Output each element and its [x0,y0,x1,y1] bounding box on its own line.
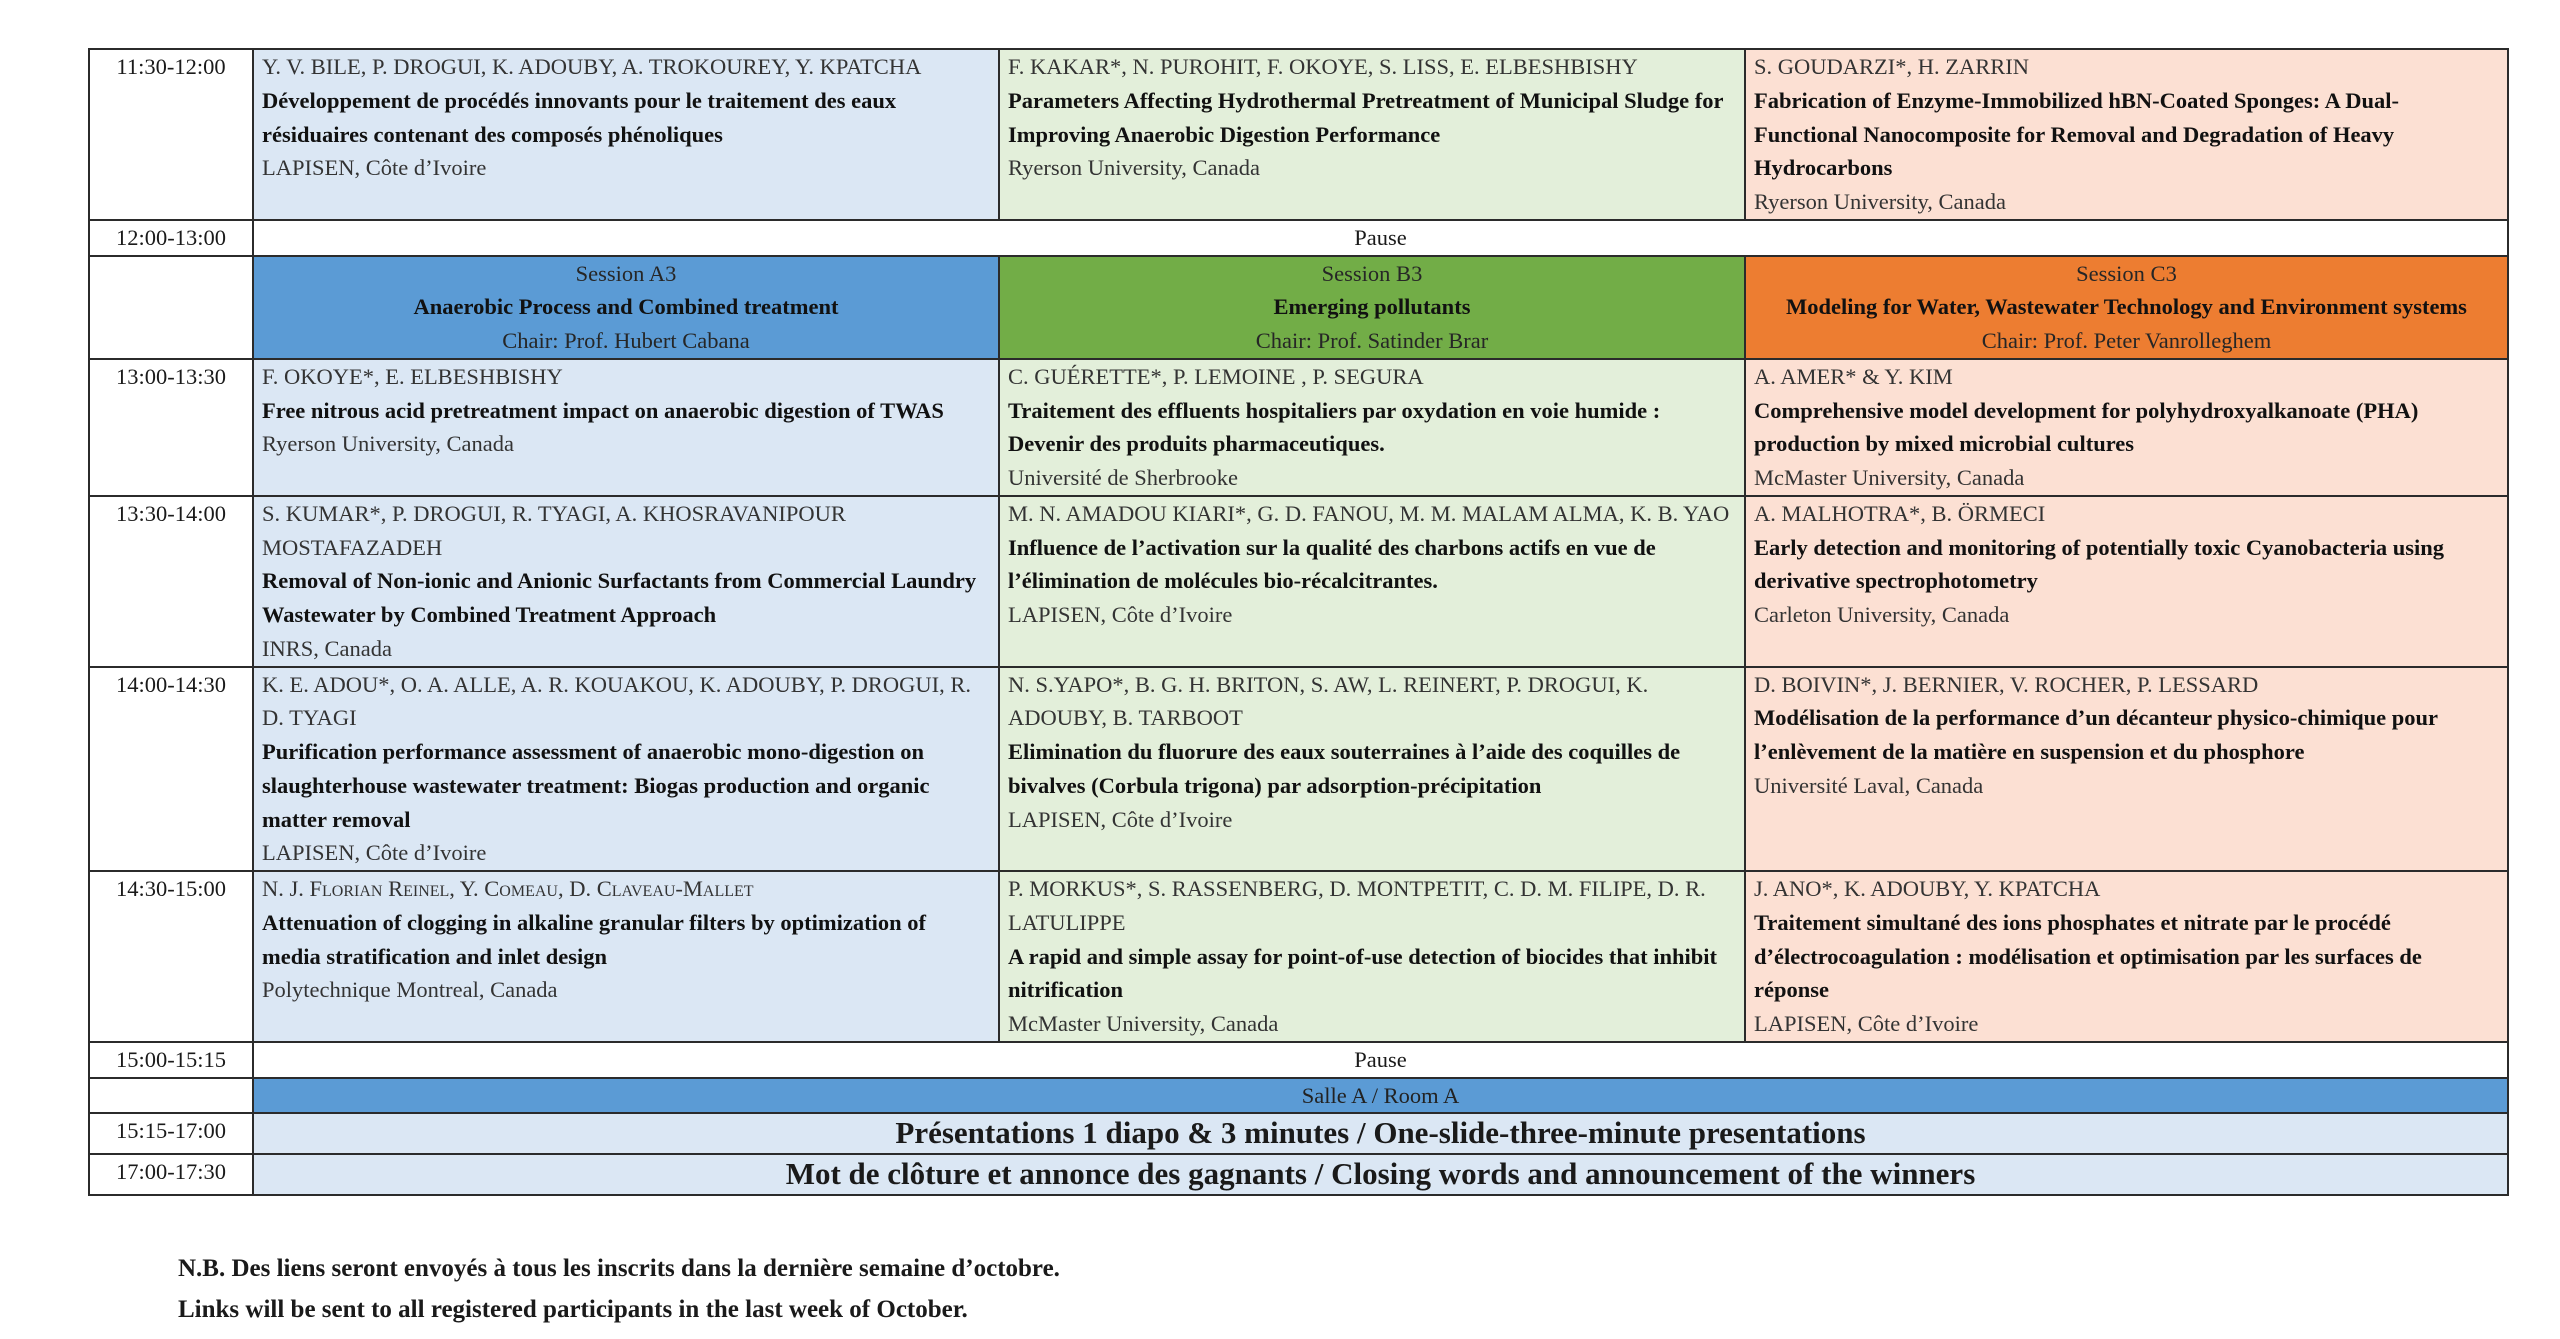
note-english: Links will be sent to all registered participants in the last week of October. [178,1296,968,1323]
time-slot: 14:30-15:00 [89,871,253,1042]
room-label: Salle A / Room A [253,1078,2508,1114]
paper-title: Removal of Non-ionic and Anionic Surfactants from Commercial Laundry Wastewater by Combined Treatment Approach [262,568,977,627]
affiliation: LAPISEN, Côte d’Ivoire [1008,602,1233,627]
affiliation: Carleton University, Canada [1754,602,2010,627]
affiliation: LAPISEN, Côte d’Ivoire [1754,1011,1979,1036]
presentation-cell-c [1745,667,2508,872]
time-slot: 14:00-14:30 [89,667,253,872]
affiliation: Ryerson University, Canada [1008,155,1260,181]
event-banner: Mot de clôture et annonce des gagnants / Closing words and announcement of the winners [253,1154,2508,1195]
authors: C. GUÉRETTE*, P. LEMOINE , P. SEGURA [1008,363,1424,389]
paper-title: Modélisation de la performance d’un décanteur physico-chimique pour l’enlèvement de la matière en suspension et du phosphore [1754,705,2438,764]
authors: F. KAKAR*, N. PUROHIT, F. OKOYE, S. LISS, E. ELBESHBISHY [1008,54,1638,79]
time-slot: 12:00-13:00 [89,220,253,256]
session-name: Anaerobic Process and Combined treatment [413,294,839,320]
paper-title: A rapid and simple assay for point-of-use detection of biocides that inhibit nitrification [1008,943,1718,1003]
table-row [89,667,2508,872]
table-row [89,1113,2508,1154]
authors: S. KUMAR*, P. DROGUI, R. TYAGI, A. KHOSRAVANIPOUR MOSTAFAZADEH [262,500,846,560]
paper-title: Comprehensive model development for polyhydroxyalkanoate (PHA) production by mixed microbial cultures [1754,397,2419,457]
presentation-cell-a [253,49,999,220]
session-name: Modeling for Water, Wastewater Technology and Environment systems [1786,294,2467,320]
table-row [89,1154,2508,1195]
presentation-cell-b [999,871,1745,1042]
affiliation: LAPISEN, Côte d’Ivoire [262,155,487,181]
paper-title: Influence de l’activation sur la qualité des charbons actifs en vue de l’élimination de molécules bio-récalcitrantes. [1008,534,1656,594]
session-label: Session A3 [575,260,677,286]
authors: D. BOIVIN*, J. BERNIER, V. ROCHER, P. LESSARD [1754,671,2259,697]
footnote [178,1248,1060,1330]
time-slot: 17:00-17:30 [89,1154,253,1195]
table-row [89,220,2508,256]
time-slot: 13:30-14:00 [89,496,253,667]
authors: N. S.YAPO*, B. G. H. BRITON, S. AW, L. REINERT, P. DROGUI, K. ADOUBY, B. TARBOOT [1008,671,1649,731]
session-chair: Chair: Prof. Peter Vanrolleghem [1981,328,2272,353]
paper-title: Purification performance assessment of anaerobic mono-digestion on slaughterhouse wastewater treatment: Biogas production and organic matter removal [262,739,930,832]
paper-title: Elimination du fluorure des eaux souterraines à l’aide des coquilles de bivalves (Corbula trigona) par adsorption-précipitation [1008,739,1681,798]
session-c3-header [1745,256,2508,359]
presentation-cell-b [999,359,1745,496]
authors: A. AMER* & Y. KIM [1754,363,1953,389]
table-row [89,871,2508,1042]
authors: Y. V. BILE, P. DROGUI, K. ADOUBY, A. TROKOUREY, Y. KPATCHA [262,54,922,79]
presentation-cell-c [1745,496,2508,667]
authors: P. MORKUS*, S. RASSENBERG, D. MONTPETIT, C. D. M. FILIPE, D. R. LATULIPPE [1008,876,1706,935]
presentation-cell-a [253,871,999,1042]
authors: A. MALHOTRA*, B. ÖRMECI [1754,500,2046,526]
time-slot: 11:30-12:00 [89,49,253,220]
session-chair: Chair: Prof. Hubert Cabana [502,328,750,353]
session-header-row [89,256,2508,359]
presentation-cell-a [253,496,999,667]
presentation-cell-a [253,359,999,496]
time-slot: 15:15-17:00 [89,1113,253,1154]
presentation-cell-c [1745,359,2508,496]
authors: K. E. ADOU*, O. A. ALLE, A. R. KOUAKOU, K. ADOUBY, P. DROGUI, R. D. TYAGI [262,671,972,731]
paper-title: Free nitrous acid pretreatment impact on anaerobic digestion of TWAS [262,397,944,423]
paper-title: Traitement des effluents hospitaliers par oxydation en voie humide : Devenir des produits pharmaceutiques. [1008,397,1661,457]
presentation-cell-c [1745,49,2508,220]
session-a3-header [253,256,999,359]
event-banner: Présentations 1 diapo & 3 minutes / One-slide-three-minute presentations [253,1113,2508,1154]
affiliation: LAPISEN, Côte d’Ivoire [262,840,487,866]
time-slot: 13:00-13:30 [89,359,253,496]
table-row [89,359,2508,496]
session-label: Session B3 [1321,260,1423,286]
note-french: N.B. Des liens seront envoyés à tous les inscrits dans la dernière semaine d’octobre. [178,1255,1060,1282]
affiliation: INRS, Canada [262,635,392,661]
session-name: Emerging pollutants [1273,294,1471,320]
paper-title: Attenuation of clogging in alkaline granular filters by optimization of media stratification and inlet design [262,909,926,969]
affiliation: LAPISEN, Côte d’Ivoire [1008,806,1233,832]
session-chair: Chair: Prof. Satinder Brar [1255,328,1489,353]
paper-title: Traitement simultané des ions phosphates et nitrate par le procédé d’électrocoagulation : modélisation et optimisation par les surfaces de réponse [1754,909,2422,1003]
paper-title: Parameters Affecting Hydrothermal Pretreatment of Municipal Sludge for Improving Anaerobic Digestion Performance [1008,87,1724,147]
affiliation: Université Laval, Canada [1754,772,1984,798]
table-row [89,49,2508,220]
authors: N. J. Florian Reinel, Y. Comeau, D. Claveau-Mallet [262,876,754,901]
affiliation: Ryerson University, Canada [262,431,514,457]
schedule-table [88,48,2509,1196]
affiliation: Université de Sherbrooke [1008,465,1238,490]
affiliation: Polytechnique Montreal, Canada [262,977,558,1003]
table-row [89,1078,2508,1114]
affiliation: McMaster University, Canada [1754,465,2025,490]
time-slot-empty [89,256,253,359]
affiliation: McMaster University, Canada [1008,1011,1279,1036]
affiliation: Ryerson University, Canada [1754,189,2006,214]
authors: M. N. AMADOU KIARI*, G. D. FANOU, M. M. MALAM ALMA, K. B. YAO [1008,500,1730,526]
authors: J. ANO*, K. ADOUBY, Y. KPATCHA [1754,876,2101,901]
presentation-cell-a [253,667,999,872]
session-label: Session C3 [2076,260,2177,286]
table-row [89,1042,2508,1078]
paper-title: Early detection and monitoring of potentially toxic Cyanobacteria using derivative spectrophotometry [1754,534,2444,594]
authors: F. OKOYE*, E. ELBESHBISHY [262,363,563,389]
table-row [89,496,2508,667]
authors: S. GOUDARZI*, H. ZARRIN [1754,54,2029,79]
presentation-cell-b [999,496,1745,667]
time-slot: 15:00-15:15 [89,1042,253,1078]
session-b3-header [999,256,1745,359]
time-slot-empty [89,1078,253,1114]
presentation-cell-b [999,49,1745,220]
pause-label: Pause [253,220,2508,256]
pause-label: Pause [253,1042,2508,1078]
presentation-cell-b [999,667,1745,872]
paper-title: Développement de procédés innovants pour le traitement des eaux résiduaires contenant des composés phénoliques [262,87,897,147]
paper-title: Fabrication of Enzyme-Immobilized hBN-Coated Sponges: A Dual-Functional Nanocomposite for Removal and Degradation of Heavy Hydrocarbons [1754,87,2400,181]
presentation-cell-c [1745,871,2508,1042]
